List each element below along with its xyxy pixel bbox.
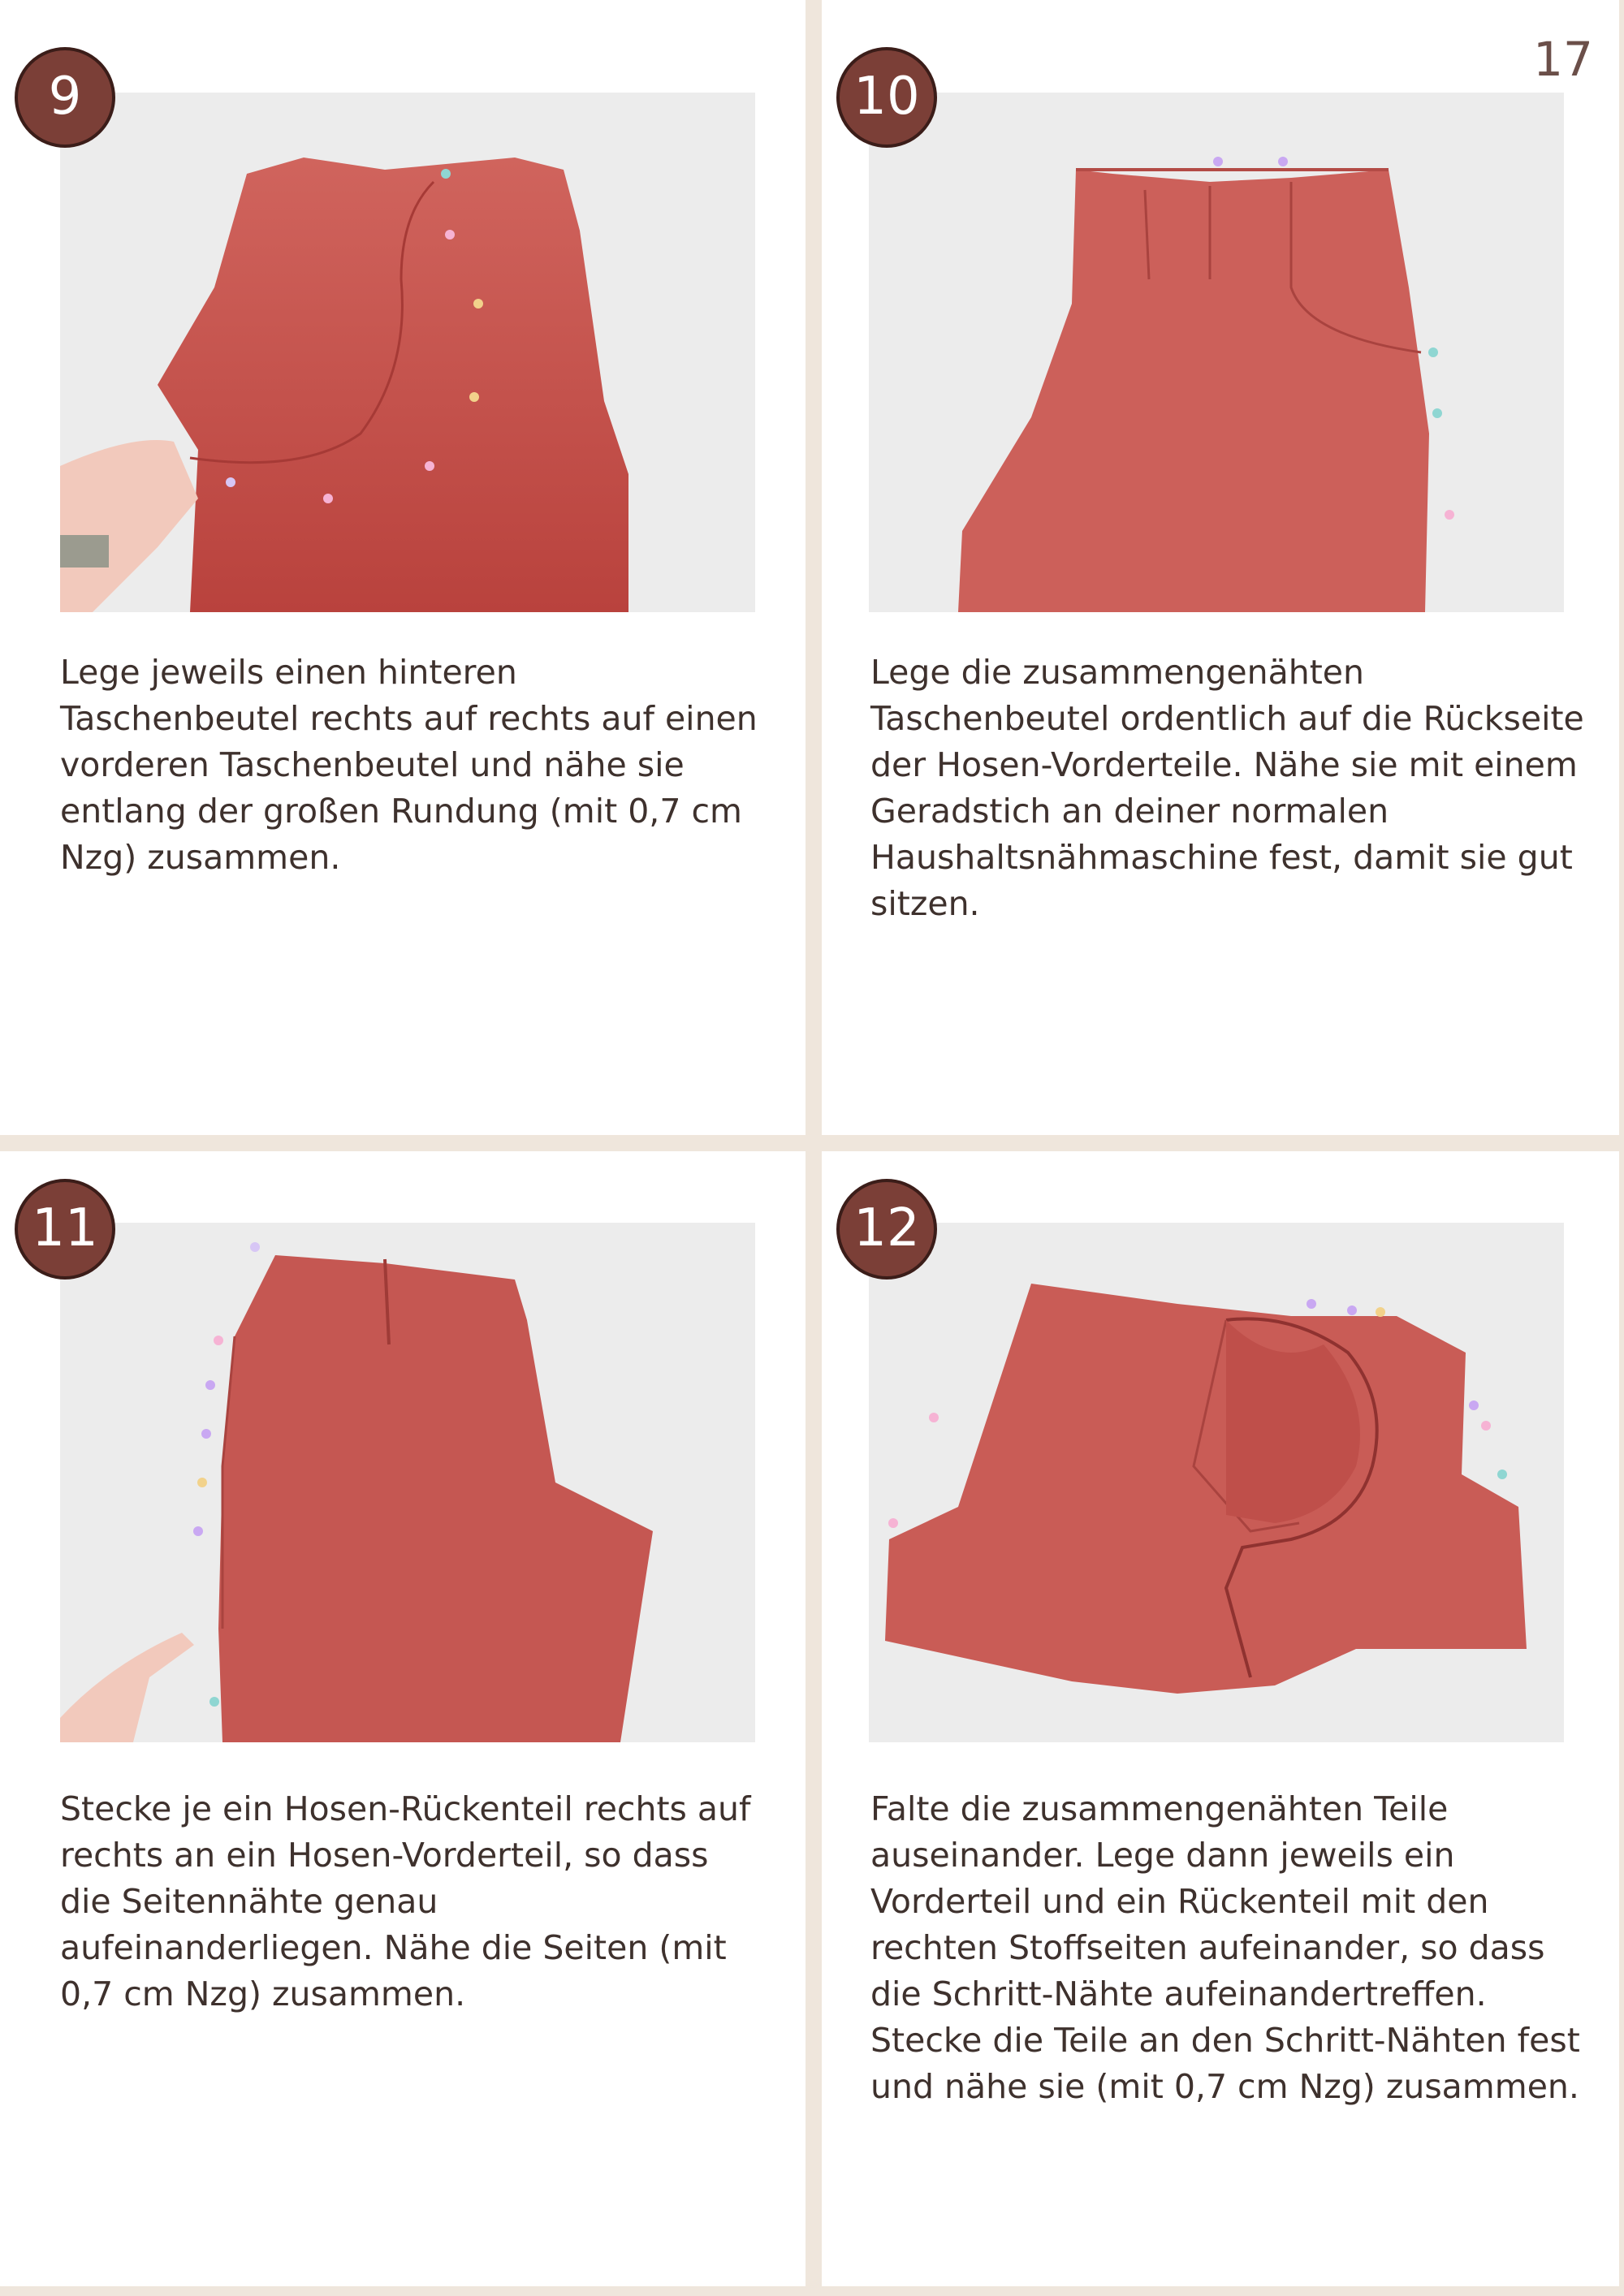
page-number: 17 bbox=[1533, 32, 1593, 87]
step-photo bbox=[60, 1223, 755, 1742]
step-number-badge: 12 bbox=[836, 1179, 937, 1280]
step-number-badge: 11 bbox=[15, 1179, 115, 1280]
step-instructions: Lege die zusammengenähten Taschenbeutel ordentlich auf die Rückseite der Hosen-Vorderteile. Nähe sie mit einem Geradstich an deiner normalen Haushaltsnähmaschine fest, damit sie gut sitzen. bbox=[870, 653, 1584, 923]
frame-divider-horizontal bbox=[0, 1135, 1624, 1151]
step-instructions: Lege jeweils einen hinteren Taschenbeutel rechts auf rechts auf einen vorderen Taschenbeutel und nähe sie entlang der großen Rundung (mit 0,7 cm Nzg) zusammen. bbox=[60, 653, 758, 877]
step-instructions: Stecke je ein Hosen-Rückenteil rechts auf rechts an ein Hosen-Vorderteil, so dass die Seitennähte genau aufeinanderliegen. Nähe die Seiten (mit 0,7 cm Nzg) zusammen. bbox=[60, 1789, 751, 2013]
step-photo bbox=[60, 93, 755, 612]
step-instructions: Falte die zusammengenähten Teile auseinander. Lege dann jeweils ein Vorderteil und ein Rückenteil mit den rechten Stoffseiten aufeinander, so dass die Schritt-Nähte aufeinandertreffen. Stecke die Teile an den Schritt-Nähten fest und nähe sie (mit 0,7 cm Nzg) zusammen. bbox=[870, 1789, 1580, 2106]
frame-border-bottom bbox=[0, 2286, 1624, 2296]
step-photo bbox=[869, 93, 1564, 612]
step-photo bbox=[869, 1223, 1564, 1742]
frame-border-right bbox=[1619, 0, 1624, 2296]
step-number-badge: 10 bbox=[836, 47, 937, 148]
step-number-badge: 9 bbox=[15, 47, 115, 148]
